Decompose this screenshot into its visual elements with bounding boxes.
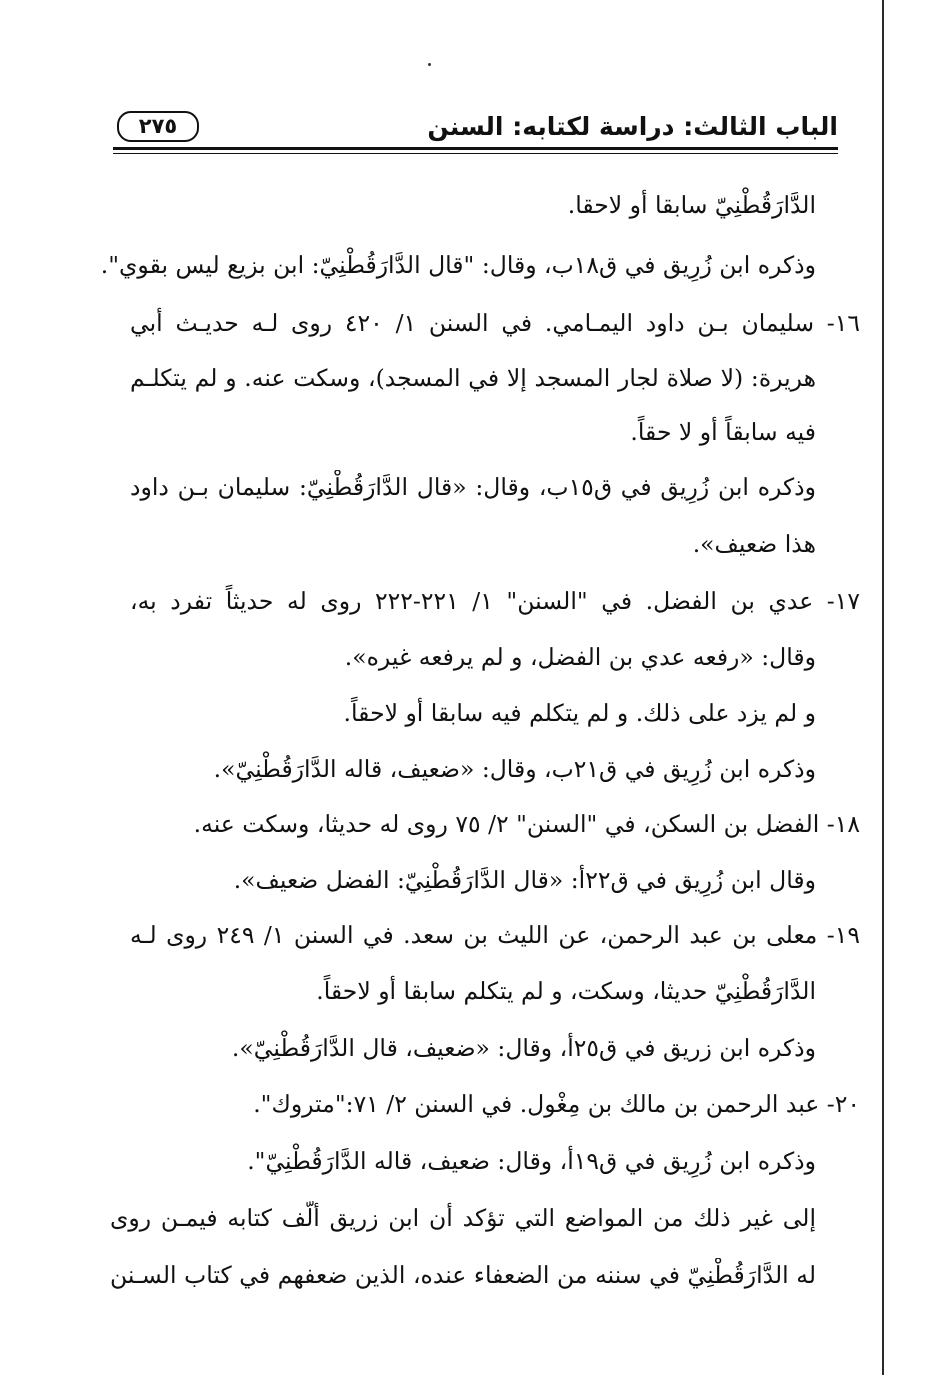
body-line: وذكره ابن زُرِيق في ق١٥ب، وقال: «قال الدَّارَقُطْنِيّ: سليمان بـن داود: [130, 473, 816, 501]
body-line: الدَّارَقُطْنِيّ حديثا، وسكت، و لم يتكلم سابقا أو لاحقاً.: [316, 977, 816, 1005]
body-line: له الدَّارَقُطْنِيّ في سننه من الضعفاء عنده، الذين ضعفهم في كتاب السـنن: [110, 1261, 816, 1289]
running-header: [113, 108, 838, 148]
body-line: وذكره ابن زُرِيق في ق١٨ب، وقال: "قال الدَّارَقُطْنِيّ: ابن بزيع ليس بقوي".: [100, 251, 816, 279]
body-line: وذكره ابن زريق في ق٢٥أ، وقال: «ضعيف، قال الدَّارَقُطْنِيّ».: [231, 1034, 816, 1062]
list-item-19: ١٩- معلى بن عبد الرحمن، عن الليث بن سعد. في السنن ١/ ٢٤٩ روى لـه: [130, 921, 860, 949]
header-rule-thick: [113, 147, 838, 150]
body-line: وقال: «رفعه عدي بن الفضل، و لم يرفعه غيره».: [344, 643, 816, 671]
body-line: وقال ابن زُرِيق في ق٢٢أ: «قال الدَّارَقُطْنِيّ: الفضل ضعيف».: [233, 866, 816, 894]
body-line: هريرة: (لا صلاة لجار المسجد إلا في المسجد)، وسكت عنه. و لم يتكلـم: [130, 364, 816, 392]
body-line: و لم يزد على ذلك. و لم يتكلم فيه سابقا أو لاحقاً.: [343, 699, 816, 727]
body-line: هذا ضعيف».: [692, 530, 816, 558]
body-line: إلى غير ذلك من المواضع التي تؤكد أن ابن زريق ألّف كتابه فيمـن روى: [110, 1204, 816, 1232]
body-line: وذكره ابن زُرِيق في ق٢١ب، وقال: «ضعيف، قاله الدَّارَقُطْنِيّ».: [213, 755, 816, 783]
list-item-20: ٢٠- عبد الرحمن بن مالك بن مِغْول. في السنن ٢/ ٧١:"متروك".: [253, 1090, 860, 1118]
header-rule-thin: [113, 153, 838, 154]
list-item-18: ١٨- الفضل بن السكن، في "السنن" ٢/ ٧٥ روى له حديثا، وسكت عنه.: [193, 810, 860, 838]
body-line: وذكره ابن زُرِيق في ق١٩أ، وقال: ضعيف، قاله الدَّارَقُطْنِيّ".: [247, 1147, 816, 1175]
scan-speck: [428, 63, 431, 66]
body-line: الدَّارَقُطْنِيّ سابقا أو لاحقا.: [567, 191, 816, 219]
list-item-17: ١٧- عدي بن الفضل. في "السنن" ١/ ٢٢١-٢٢٢ روى له حديثاً تفرد به،: [130, 587, 860, 615]
page-edge-line: [882, 0, 884, 1375]
list-item-16: ١٦- سليمان بـن داود اليمـامي. في السنن ١/ ٤٢٠ روى لـه حديـث أبي: [130, 309, 860, 337]
body-line: فيه سابقاً أو لا حقاً.: [630, 418, 816, 446]
chapter-title: الباب الثالث: دراسة لكتابه: السنن: [427, 112, 838, 141]
page-number-badge: ٢٧٥: [117, 111, 199, 142]
